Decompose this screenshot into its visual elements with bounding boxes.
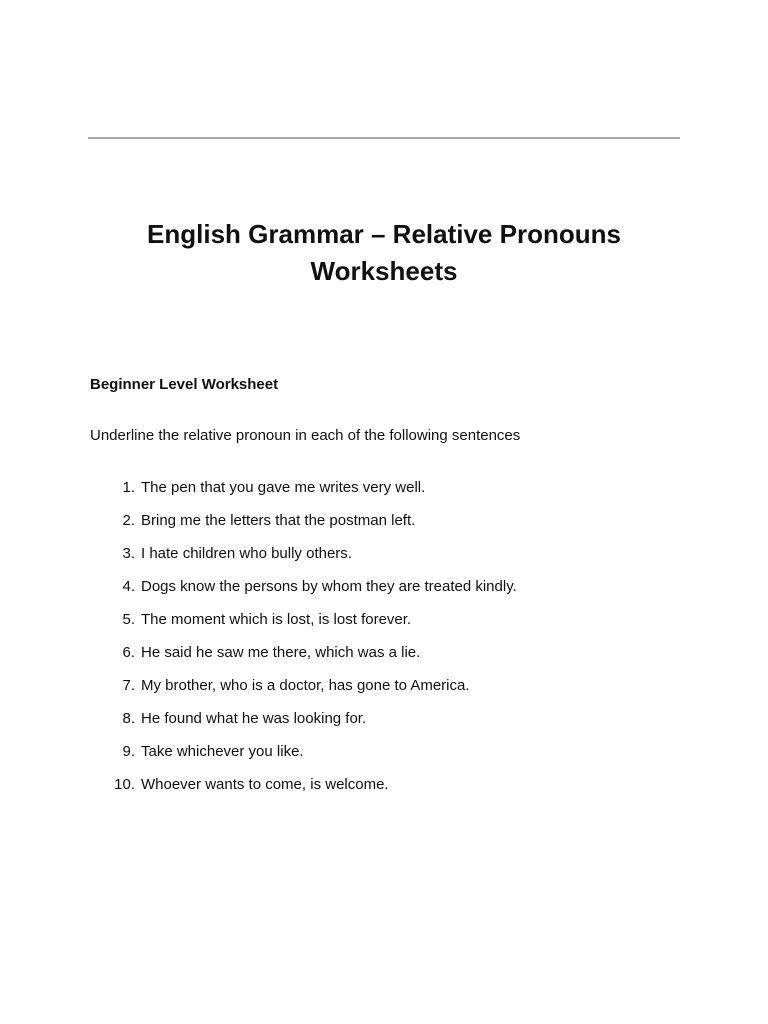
list-item [90,511,690,544]
question-text: The moment which is lost, is lost forever. [141,611,412,628]
question-text: I hate children who bully others. [141,545,352,562]
question-text: The pen that you gave me writes very well. [141,479,426,496]
question-number: 9. [122,743,135,760]
question-number: 4. [122,578,135,595]
list-item [90,643,690,676]
question-text: He said he saw me there, which was a lie. [141,644,421,661]
question-text: Bring me the letters that the postman left. [141,512,416,529]
question-text: Dogs know the persons by whom they are treated kindly. [141,578,517,595]
question-number: 10. [114,776,135,793]
page-title [60,216,708,290]
list-item [90,676,690,709]
question-number: 8. [122,710,135,727]
instructions-text: Underline the relative pronoun in each of the following sentences [90,427,521,444]
question-number: 6. [122,644,135,661]
question-number: 3. [122,545,135,562]
question-text: He found what he was looking for. [141,710,367,727]
question-number: 5. [122,611,135,628]
question-text: My brother, who is a doctor, has gone to America. [141,677,470,694]
list-item [90,544,690,577]
question-number: 2. [122,512,135,529]
list-item [90,577,690,610]
question-text: Whoever wants to come, is welcome. [141,776,389,793]
list-item [90,775,690,808]
question-number: 7. [122,677,135,694]
list-item [90,709,690,742]
title-line-2: Worksheets [310,256,458,286]
list-item [90,610,690,643]
question-text: Take whichever you like. [141,743,304,760]
list-item [90,478,690,511]
header-divider [88,137,680,139]
list-item [90,742,690,775]
title-line-1: English Grammar – Relative Pronouns [147,219,621,249]
question-list [90,478,690,808]
section-heading: Beginner Level Worksheet [90,376,279,393]
question-number: 1. [122,479,135,496]
